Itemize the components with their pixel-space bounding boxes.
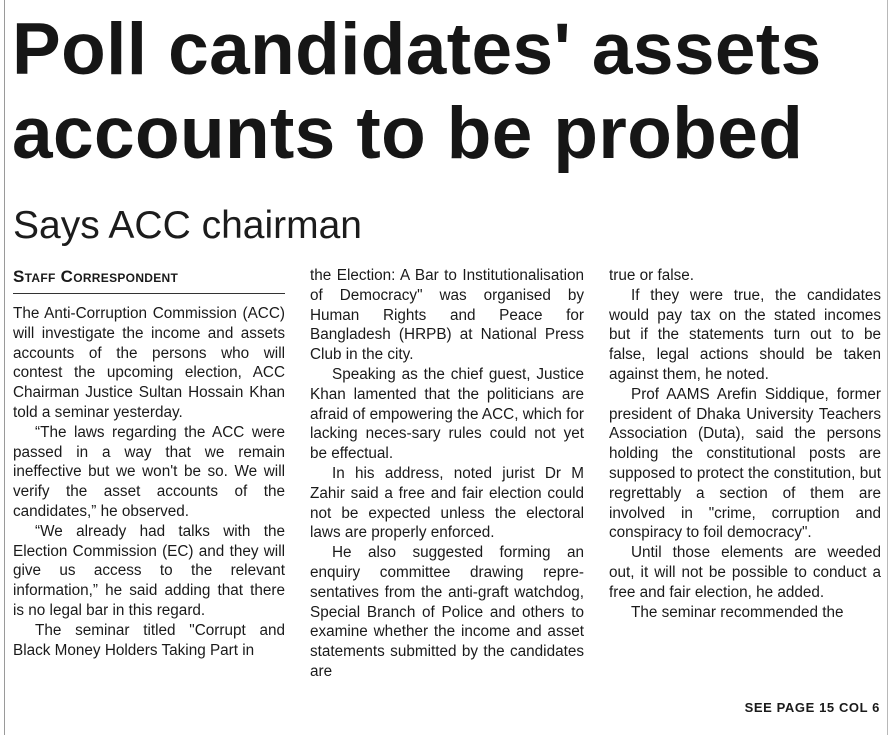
headline-line-1: Poll candidates' assets [12, 9, 822, 90]
article-column-3 [609, 266, 881, 622]
paragraph: He also suggested forming an enquiry committee drawing repre-sentatives from the anti-graft watchdog, Special Branch of Police and others to examine whether the income and asset statements submitted by the candidates are [310, 544, 584, 680]
article-column-2 [310, 266, 584, 682]
paragraph: true or false. [609, 267, 695, 284]
paragraph: The seminar recommended the [631, 603, 844, 621]
right-column-rule [887, 0, 888, 735]
paragraph: “The laws regarding the ACC were passed in a way that we remain ineffective but we won't be so. We will verify the asset accounts of the candidates,” he observed. [13, 423, 285, 520]
continuation-jump-line: SEE PAGE 15 COL 6 [744, 700, 880, 715]
paragraph: Until those elements are weeded out, it will not be possible to conduct a free and fair election, he added. [609, 544, 881, 601]
paragraph: Speaking as the chief guest, Justice Khan lamented that the politicians are afraid of empowering the ACC, which for lacking neces-sary rules could not yet be effectual. [310, 365, 584, 463]
paragraph: If they were true, the candidates would pay tax on the stated incomes but if the statements turn out to be false, legal actions should be taken against them, he noted. [609, 286, 881, 383]
paragraph: In his address, noted jurist Dr M Zahir said a free and fair election could not be expected unless the electoral laws are properly enforced. [310, 464, 584, 542]
paragraph: Prof AAMS Arefin Siddique, former president of Dhaka University Teachers Association (Duta), said the persons holding the constitutional posts are supposed to protect the constitution, but regrettably a section of them are involved in "crime, corruption and conspiracy to foil democracy". [609, 385, 881, 542]
paragraph: “We already had talks with the Election Commission (EC) and they will give us access to the relevant information,” he said adding that there is no legal bar in this regard. [13, 522, 285, 619]
headline-line-2: accounts to be probed [12, 93, 804, 174]
subheadline: Says ACC chairman [13, 204, 362, 247]
headline [12, 8, 884, 176]
paragraph: The seminar titled "Corrupt and Black Money Holders Taking Part in [13, 621, 285, 659]
paragraph: the Election: A Bar to Institutionalisation of Democracy" was organised by Human Rights and Peace for Bangladesh (HRPB) at National Press Club in the city. [310, 267, 584, 364]
left-column-rule [4, 0, 5, 735]
paragraph: The Anti-Corruption Commission (ACC) will investigate the income and assets accounts of the persons who will contest the upcoming election, ACC Chairman Justice Sultan Hossain Khan told a seminar yesterday. [13, 305, 285, 421]
article-column-1 [13, 304, 285, 660]
byline: Staff Correspondent [13, 266, 285, 294]
